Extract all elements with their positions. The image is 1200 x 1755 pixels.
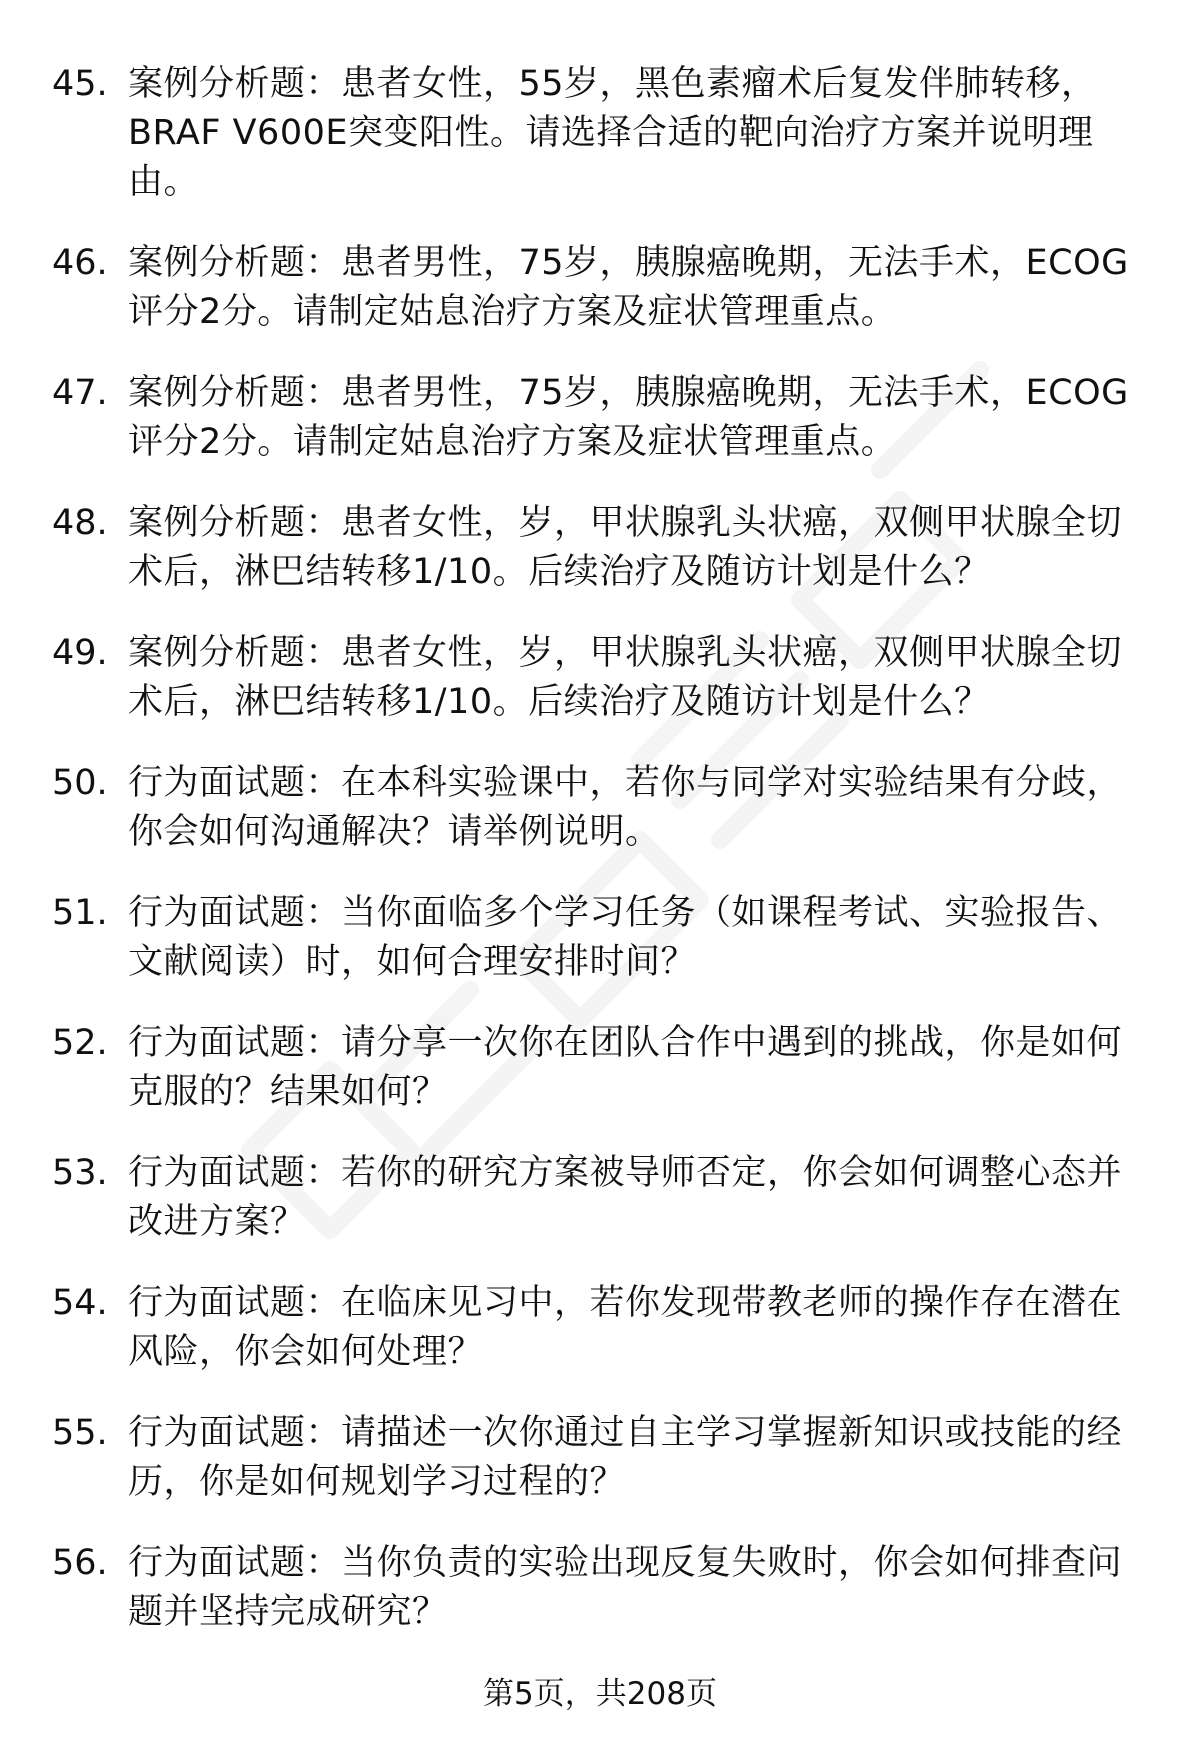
question-item	[52, 1409, 1152, 1507]
question-text: 行为面试题：在本科实验课中，若你与同学对实验结果有分歧，你会如何沟通解决？请举例说明。	[128, 763, 1123, 852]
question-item	[52, 1149, 1152, 1247]
question-text: 案例分析题：患者男性，75岁，胰腺癌晚期，无法手术，ECOG评分2分。请制定姑息治疗方案及症状管理重点。	[128, 373, 1129, 462]
question-number: 56.	[52, 1543, 108, 1583]
question-item	[52, 1279, 1152, 1377]
question-text: 案例分析题：患者女性，55岁，黑色素瘤术后复发伴肺转移，BRAF V600E突变阳性。请选择合适的靶向治疗方案并说明理由。	[128, 64, 1097, 202]
question-number: 51.	[52, 893, 108, 933]
question-text: 行为面试题：请分享一次你在团队合作中遇到的挑战，你是如何克服的？结果如何？	[128, 1023, 1123, 1112]
question-text: 行为面试题：当你面临多个学习任务（如课程考试、实验报告、文献阅读）时，如何合理安排时间？	[128, 893, 1123, 982]
question-text: 案例分析题：患者女性，岁，甲状腺乳头状癌，双侧甲状腺全切术后，淋巴结转移1/10。后续治疗及随访计划是什么？	[128, 503, 1123, 592]
question-text: 行为面试题：若你的研究方案被导师否定，你会如何调整心态并改进方案？	[128, 1153, 1123, 1242]
question-item	[52, 1019, 1152, 1117]
question-number: 50.	[52, 763, 108, 803]
question-text: 行为面试题：请描述一次你通过自主学习掌握新知识或技能的经历，你是如何规划学习过程的？	[128, 1413, 1123, 1502]
question-item	[52, 759, 1152, 857]
question-item	[52, 889, 1152, 987]
question-number: 48.	[52, 503, 108, 543]
question-text: 行为面试题：当你负责的实验出现反复失败时，你会如何排查问题并坚持完成研究？	[128, 1543, 1123, 1632]
question-number: 46.	[52, 243, 108, 283]
question-text: 案例分析题：患者男性，75岁，胰腺癌晚期，无法手术，ECOG评分2分。请制定姑息治疗方案及症状管理重点。	[128, 243, 1129, 332]
question-item	[52, 1539, 1152, 1637]
question-item	[52, 499, 1152, 597]
page-footer: 第5页，共208页	[483, 1676, 717, 1712]
question-text: 案例分析题：患者女性，岁，甲状腺乳头状癌，双侧甲状腺全切术后，淋巴结转移1/10。后续治疗及随访计划是什么？	[128, 633, 1123, 722]
question-text: 行为面试题：在临床见习中，若你发现带教老师的操作存在潜在风险，你会如何处理？	[128, 1283, 1123, 1372]
question-list	[52, 60, 1152, 1669]
question-number: 52.	[52, 1023, 108, 1063]
question-number: 55.	[52, 1413, 108, 1453]
question-number: 47.	[52, 373, 108, 413]
question-item	[52, 60, 1152, 207]
question-item	[52, 239, 1152, 337]
question-number: 54.	[52, 1283, 108, 1323]
question-item	[52, 629, 1152, 727]
question-item	[52, 369, 1152, 467]
question-number: 53.	[52, 1153, 108, 1193]
question-number: 45.	[52, 64, 108, 104]
question-number: 49.	[52, 633, 108, 673]
